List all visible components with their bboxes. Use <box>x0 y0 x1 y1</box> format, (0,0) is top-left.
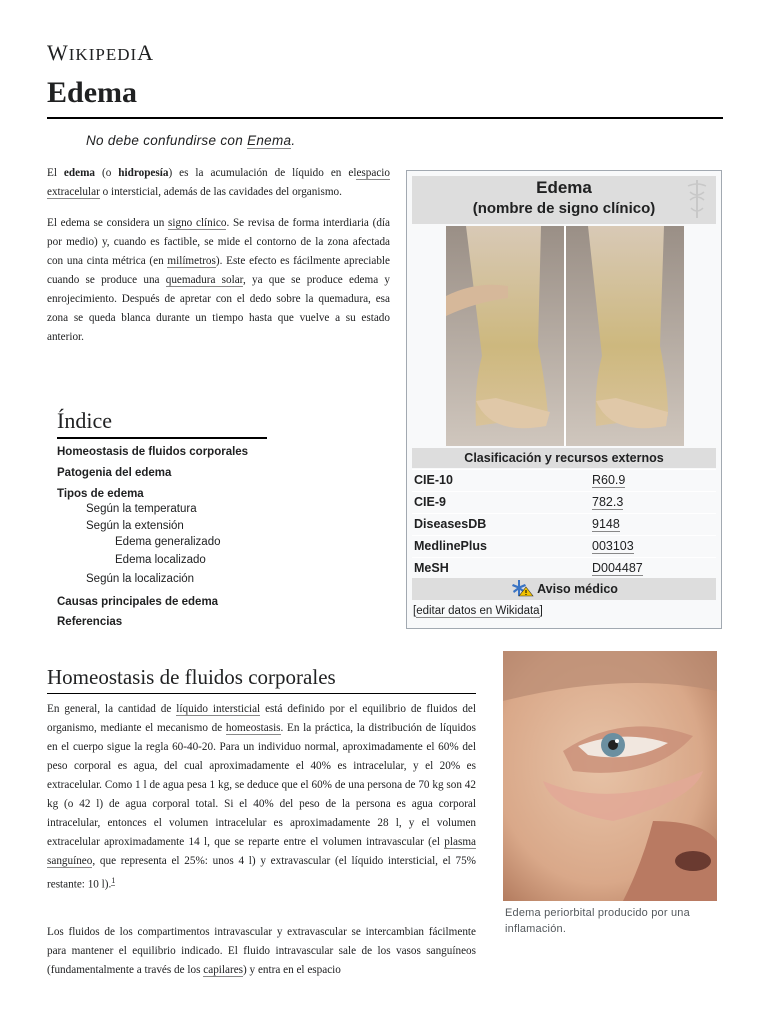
title-divider <box>47 117 723 119</box>
row-value-link[interactable]: R60.9 <box>592 473 626 487</box>
toc-item-generalizado[interactable]: Edema generalizado <box>115 536 221 548</box>
page-title: Edema <box>47 76 137 109</box>
medical-warning-label: Aviso médico <box>537 582 618 596</box>
text: está definido por el equilibrio de fluidos del organismo, mediante el mecanismo de <box>47 703 476 734</box>
row-value-link[interactable]: D004487 <box>592 561 643 575</box>
link-liquido-intersticial[interactable]: líquido intersticial <box>176 703 261 715</box>
infobox-subtitle: (nombre de signo clínico) <box>472 200 656 217</box>
text: En general, la cantidad de <box>47 703 177 715</box>
row-key: MeSH <box>414 561 449 575</box>
link-quemadura-solar[interactable]: quemadura solar <box>165 274 243 286</box>
figure-image-periorbital-edema[interactable] <box>503 651 717 901</box>
text: (o <box>95 167 119 179</box>
section-divider <box>47 693 476 694</box>
link-homeostasis[interactable]: homeostasis <box>225 722 281 734</box>
text: . Se revisa de forma interdiaria (día por medio) y, cuando es factible, se mide el contorno de la zona afectada con una cinta métrica (en <box>47 217 390 267</box>
text: ) y entra en el espacio <box>243 964 341 976</box>
hatnote-text: No debe confundirse con <box>86 133 248 148</box>
infobox-section-header: Clasificación y recursos externos <box>412 448 716 468</box>
infobox-header <box>412 176 716 224</box>
text: Los fluidos de los compartimentos intravascular y extravascular se intercambian fácilmente para mantener el equilibrio indicado. El fluido intravascular sale de los vasos sanguíneos (fundamentalmente a través de los <box>47 926 476 976</box>
bracket: ] <box>539 605 543 617</box>
hatnote-end: . <box>291 133 296 148</box>
infobox-title: Edema <box>536 178 592 197</box>
logo-letters: IKIPEDI <box>68 45 138 64</box>
section1-paragraph-1 <box>47 700 476 895</box>
wikipedia-logo[interactable] <box>47 40 154 66</box>
hatnote-link-enema[interactable]: Enema <box>247 133 292 148</box>
edit-wikidata-link[interactable]: editar datos en Wikidata <box>416 605 540 617</box>
intro-paragraph-2 <box>47 214 390 347</box>
text: ) es la acumulación de líquido en el <box>168 167 357 179</box>
row-key: DiseasesDB <box>414 517 487 531</box>
medical-warning-icon <box>510 579 534 597</box>
medical-warning-bar[interactable] <box>412 578 716 600</box>
link-milimetros[interactable]: milímetros <box>167 255 216 267</box>
toc-item-localizado[interactable]: Edema localizado <box>115 554 206 566</box>
infobox-row-diseasesdb <box>412 513 716 536</box>
text: ). Este efecto es fácilmente apreciable cuando se produce una <box>47 255 391 286</box>
infobox-row-cie9 <box>412 491 716 514</box>
row-key: CIE-9 <box>414 495 446 509</box>
bold-term-hidropesia: hidropesía <box>118 167 169 179</box>
toc-item-tipos[interactable]: Tipos de edema <box>57 488 144 500</box>
hatnote <box>86 133 295 148</box>
caduceus-icon <box>682 178 712 220</box>
row-value-link[interactable]: 782.3 <box>592 495 624 509</box>
section1-paragraph-2 <box>47 923 476 980</box>
infobox-image-legs[interactable] <box>446 226 684 446</box>
row-key: MedlinePlus <box>414 539 487 553</box>
section-heading-homeostasis: Homeostasis de fluidos corporales <box>47 665 336 689</box>
infobox-row-medlineplus <box>412 535 716 558</box>
edit-wikidata <box>413 605 543 617</box>
figure-caption: Edema periorbital producido por una inflamación. <box>505 907 690 935</box>
bracket: [ <box>413 605 417 617</box>
bold-term-edema: edema <box>63 167 95 179</box>
toc-item-homeostasis[interactable]: Homeostasis de fluidos corporales <box>57 446 249 458</box>
row-key: CIE-10 <box>414 473 453 487</box>
text: , ya que se produce edema y enrojecimiento. Después de apretar con el dedo sobre la quemadura, esa zona se queda blanca durante un tiempo hasta que vuelve a su estado anterior. <box>47 274 390 343</box>
intro-paragraph-1 <box>47 164 390 202</box>
toc-divider <box>57 437 267 439</box>
text: o intersticial, además de las cavidades del organismo. <box>99 186 342 198</box>
reference-link-1[interactable]: 1 <box>111 876 116 885</box>
link-plasma-sanguineo[interactable]: plasma sanguíneo <box>47 836 476 867</box>
text: . En la práctica, la distribución de líquidos en el cuerpo sigue la regla 60-40-20. Para un individuo normal, aproximadamente el 60% del peso corporal es agua, del cual aproximadamente el 40% es intracelular, y el 20% es extracelular. Como 1 l de agua pesa 1 kg, se deduce que el 60% de una persona de 70 kg son 42 kg (o 42 l) de agua corporal total. Si el 40% del peso de la persona es agua corporal intracelular, entonces el volumen intracelular es aproximadamente 28 l, y el volumen extracelular aproximadamente 14 l, que se reparte entre el volumen intravascular (el <box>47 722 476 848</box>
text: El <box>47 167 64 179</box>
toc-item-temperatura[interactable]: Según la temperatura <box>86 503 197 515</box>
infobox-row-cie10 <box>412 469 716 492</box>
toc-item-patogenia[interactable]: Patogenia del edema <box>57 467 172 479</box>
row-value-link[interactable]: 9148 <box>592 517 620 531</box>
logo-letter-a: A <box>137 40 155 65</box>
text: El edema se considera un <box>47 217 169 229</box>
toc-item-causas[interactable]: Causas principales de edema <box>57 596 219 608</box>
row-value-link[interactable]: 003103 <box>592 539 634 553</box>
toc-item-extension[interactable]: Según la extensión <box>86 520 184 532</box>
toc-item-localizacion[interactable]: Según la localización <box>86 573 195 585</box>
text: , que representa el 25%: unos 4 l) y extravascular (el líquido intersticial, el 75% restante: 10 l). <box>47 855 476 891</box>
toc-title: Índice <box>57 408 112 433</box>
link-capilares[interactable]: capilares <box>203 964 244 976</box>
link-espacio-extracelular[interactable]: espacio extracelular <box>47 167 390 198</box>
link-signo-clinico[interactable]: signo clínico <box>168 217 227 229</box>
toc-item-referencias[interactable]: Referencias <box>57 616 123 628</box>
infobox-row-mesh <box>412 557 716 580</box>
logo-letter-w: W <box>47 40 69 65</box>
